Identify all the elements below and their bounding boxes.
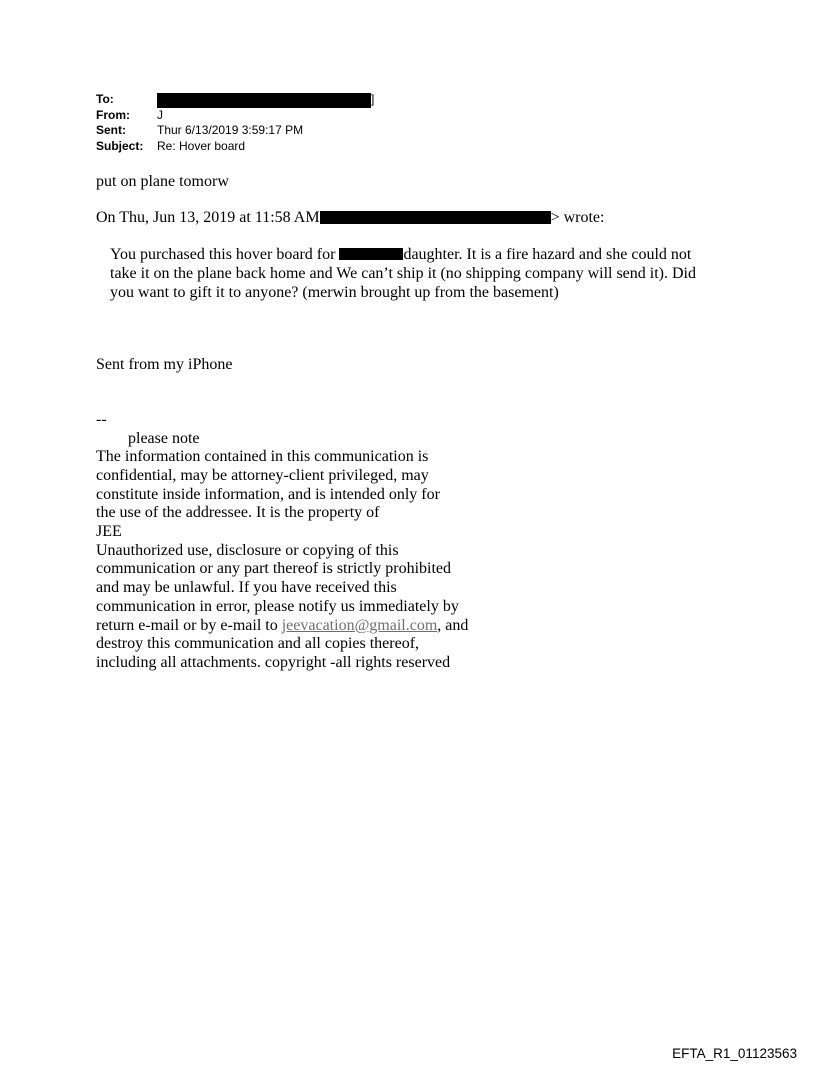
redaction-bar-to-address (157, 93, 371, 108)
disclaimer-line: the use of the addressee. It is the property of (96, 504, 380, 522)
disclaimer-line: including all attachments. copyright -all rights reserved (96, 653, 451, 671)
quoted-message (110, 245, 718, 302)
sent-label: Sent: (96, 123, 126, 138)
note-heading: please note (128, 429, 200, 447)
redaction-bar-name (339, 248, 403, 260)
reply-attribution-line (96, 208, 720, 227)
to-label: To: (96, 92, 114, 106)
disclaimer-line: communication or any part thereof is strictly prohibited (96, 560, 452, 578)
redaction-bar-sender-email (320, 211, 551, 224)
reply-attribution-after: > wrote: (550, 208, 605, 226)
subject-label: Subject: (96, 139, 144, 154)
disclaimer-line: constitute inside information, and is intended only for (96, 485, 440, 503)
quote-text-before: You purchased this hover board for (110, 245, 340, 263)
reply-attribution-before: On Thu, Jun 13, 2019 at 11:58 AM (96, 208, 320, 226)
link-line-after: , and (437, 616, 469, 634)
disclaimer-line: destroy this communication and all copies thereof, (96, 635, 420, 653)
signature-separator: -- (96, 410, 107, 428)
disclaimer-line: Unauthorized use, disclosure or copying of this (96, 541, 399, 559)
message-text: put on plane tomorw (96, 172, 229, 190)
disclaimer-line: communication in error, please notify us immediately by (96, 597, 459, 615)
header-field-from (96, 108, 720, 124)
subject-value: Re: Hover board (157, 139, 246, 154)
disclaimer-block (96, 411, 720, 673)
bates-number: EFTA_R1_01123563 (672, 1046, 797, 1061)
disclaimer-line: JEE (96, 523, 122, 541)
header-field-to (96, 92, 720, 108)
from-value: J (157, 107, 163, 122)
header-field-subject (96, 139, 720, 155)
disclaimer-line: confidential, may be attorney-client privileged, may (96, 466, 429, 484)
quote-text-after: daughter. It is a fire hazard and she could not take it on the plane back home and We can’t ship it (no shipping company will send it). Did you want to gift it to anyone? (merwin brought up from the basement) (110, 245, 696, 301)
from-label: From: (96, 107, 130, 122)
to-value-suffix: ] (371, 92, 375, 106)
email-header (96, 0, 720, 155)
email-link[interactable]: jeevacation@gmail.com (281, 616, 438, 634)
disclaimer-line: and may be unlawful. If you have received this (96, 579, 397, 597)
disclaimer-line: The information contained in this communication is (96, 448, 429, 466)
disclaimer-link-line (96, 617, 720, 636)
sent-value: Thur 6/13/2019 3:59:17 PM (157, 123, 304, 138)
signature-line: Sent from my iPhone (96, 355, 233, 373)
header-field-sent (96, 123, 720, 139)
link-line-before: return e-mail or by e-mail to (96, 616, 282, 634)
